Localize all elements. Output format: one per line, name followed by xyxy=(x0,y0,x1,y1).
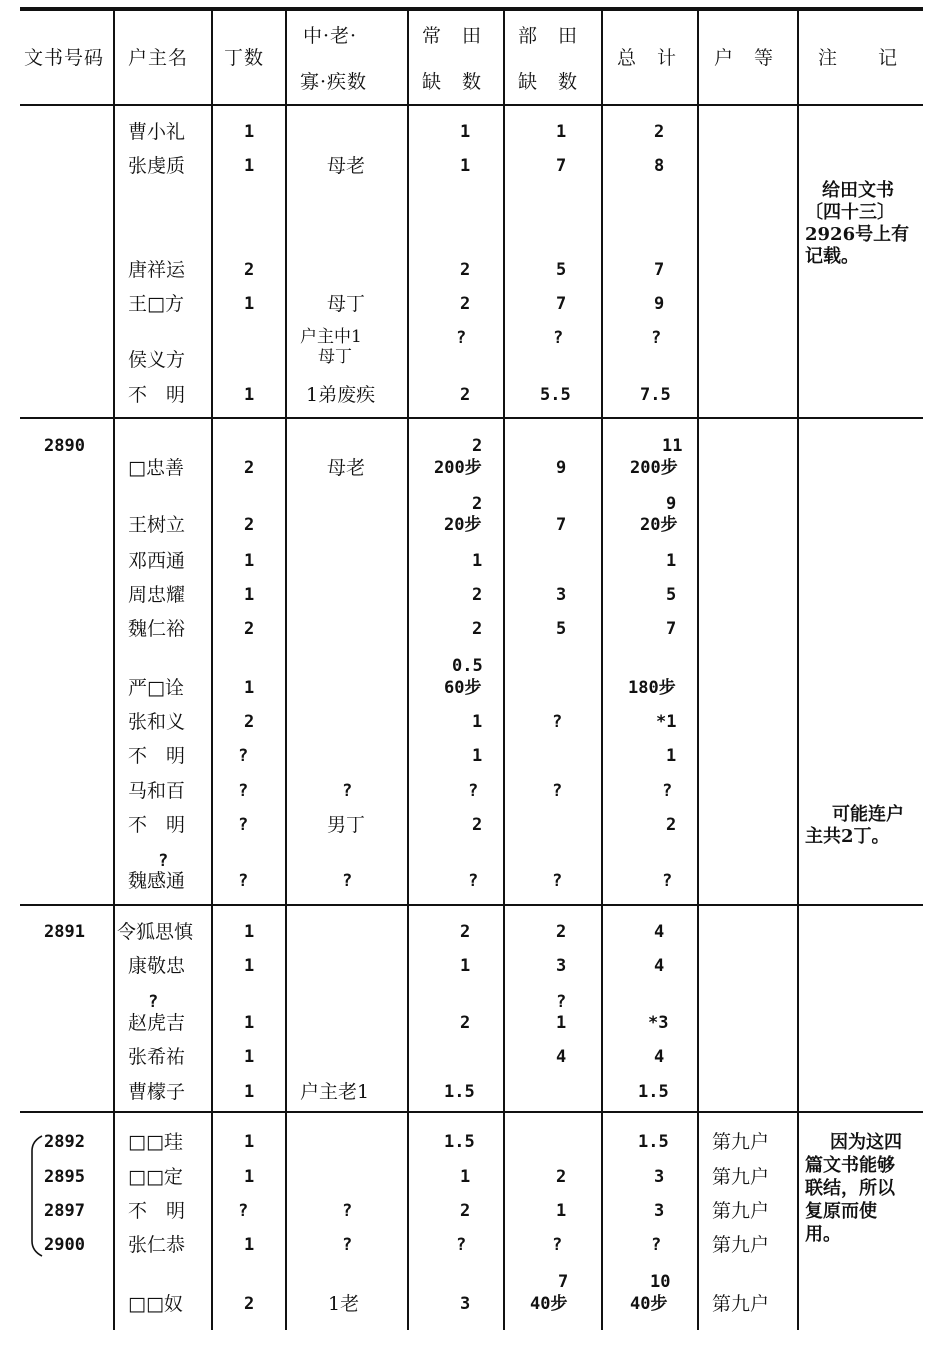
chang-value: 1.5 xyxy=(444,1082,475,1102)
ding-count: 1 xyxy=(244,922,255,942)
total-value-line2: 20步 xyxy=(640,515,678,535)
ding-count: 2 xyxy=(244,260,255,280)
column-divider xyxy=(113,10,115,1330)
ding-count: ? xyxy=(238,815,249,835)
total-value: ? xyxy=(662,871,673,891)
chang-value: 3 xyxy=(460,1294,471,1314)
head-name: 周忠耀 xyxy=(128,584,186,606)
total-value: 4 xyxy=(654,956,665,976)
total-value: 2 xyxy=(654,122,665,142)
head-name: 令狐思慎 xyxy=(117,921,194,943)
total-value: 4 xyxy=(654,922,665,942)
head-name: □□珪 xyxy=(128,1131,183,1153)
head-name: 不 明 xyxy=(128,1200,186,1222)
chang-value-line2: 200步 xyxy=(434,458,482,478)
status-value-line1: 户主中1 xyxy=(300,327,362,347)
head-name: 张希祐 xyxy=(128,1046,186,1068)
bu-value-line1: 7 xyxy=(558,1272,569,1292)
chang-value-line1: 2 xyxy=(472,494,483,514)
chang-value-line2: 60步 xyxy=(444,678,482,698)
chang-value: 1 xyxy=(460,156,471,176)
ding-count: 1 xyxy=(244,585,255,605)
column-divider xyxy=(285,10,287,1330)
bu-value: ? xyxy=(552,781,563,801)
bu-value-line2: 40步 xyxy=(530,1294,568,1314)
head-name: 王树立 xyxy=(128,514,186,536)
total-value: 2 xyxy=(666,815,677,835)
column-divider xyxy=(601,10,603,1330)
chang-value: ? xyxy=(468,871,479,891)
ding-count: 2 xyxy=(244,1294,255,1314)
grouping-bracket xyxy=(28,1135,44,1257)
header-chang-line1: 常 田 xyxy=(422,25,483,47)
chang-value: 1 xyxy=(472,551,483,571)
total-value: 1 xyxy=(666,746,677,766)
note-line: 篇文书能够 xyxy=(805,1155,895,1176)
household-grade: 第九户 xyxy=(712,1293,770,1315)
doc-number: 2897 xyxy=(44,1201,85,1221)
household-grade: 第九户 xyxy=(712,1166,770,1188)
chang-value: 2 xyxy=(460,1013,471,1033)
status-value: 1老 xyxy=(328,1293,360,1315)
head-name: □忠善 xyxy=(128,457,184,479)
head-name: □□定 xyxy=(128,1166,183,1188)
chang-value: 1 xyxy=(472,712,483,732)
head-name-query: ? xyxy=(158,851,169,871)
bu-value: 5 xyxy=(556,619,567,639)
header-note: 注 记 xyxy=(818,47,899,69)
total-value: *3 xyxy=(648,1013,669,1033)
ding-count: 1 xyxy=(244,551,255,571)
status-value: 母老 xyxy=(327,457,366,479)
status-value-line2: 母丁 xyxy=(318,347,352,367)
ding-count: 1 xyxy=(244,156,255,176)
bu-value: 2 xyxy=(556,1167,567,1187)
column-divider xyxy=(697,10,699,1330)
bu-value: 4 xyxy=(556,1047,567,1067)
header-ding: 丁数 xyxy=(224,47,265,69)
total-value: 7.5 xyxy=(640,385,671,405)
total-value: 1.5 xyxy=(638,1082,669,1102)
head-name: 侯义方 xyxy=(128,349,186,371)
total-value-line1: 10 xyxy=(650,1272,671,1292)
doc-number: 2900 xyxy=(44,1235,85,1255)
head-name: □□奴 xyxy=(128,1293,183,1315)
note-line: 因为这四 xyxy=(830,1132,902,1153)
total-value: 4 xyxy=(654,1047,665,1067)
status-value: 男丁 xyxy=(327,814,366,836)
note-line: 联结，所以 xyxy=(805,1178,895,1199)
head-name: 赵虎吉 xyxy=(128,1012,186,1034)
total-value-line1: 9 xyxy=(666,494,677,514)
chang-value: ? xyxy=(456,1235,467,1255)
bu-value: 5 xyxy=(556,260,567,280)
chang-value: 2 xyxy=(472,815,483,835)
doc-number: 2890 xyxy=(44,436,85,456)
header-status-line2: 寡·疾数 xyxy=(300,71,368,93)
chang-value: ? xyxy=(456,328,467,348)
ding-count: 2 xyxy=(244,712,255,732)
ding-count: ? xyxy=(238,871,249,891)
ding-count: 2 xyxy=(244,458,255,478)
column-divider xyxy=(797,10,799,1330)
total-value-line2: 40步 xyxy=(630,1294,668,1314)
column-divider xyxy=(407,10,409,1330)
bu-value-line1: ? xyxy=(556,992,567,1012)
head-name: 张和义 xyxy=(128,711,186,733)
bu-value: 1 xyxy=(556,122,567,142)
header-rule xyxy=(20,104,923,106)
column-divider xyxy=(503,10,505,1330)
total-value: 8 xyxy=(654,156,665,176)
ding-count: 1 xyxy=(244,1167,255,1187)
doc-number: 2895 xyxy=(44,1167,85,1187)
note-line: 给田文书 xyxy=(822,180,894,201)
head-name: 唐祥运 xyxy=(128,259,186,281)
ding-count: 2 xyxy=(244,619,255,639)
total-value: 1.5 xyxy=(638,1132,669,1152)
chang-value-line1: 2 xyxy=(472,436,483,456)
ding-count: 1 xyxy=(244,385,255,405)
total-value-line1: 11 xyxy=(662,436,683,456)
bu-value: 9 xyxy=(556,458,567,478)
household-grade: 第九户 xyxy=(712,1234,770,1256)
total-value: 1 xyxy=(666,551,677,571)
chang-value-line2: 20步 xyxy=(444,515,482,535)
bu-value: 2 xyxy=(556,922,567,942)
status-value: 1弟废疾 xyxy=(306,384,376,406)
bu-value: 3 xyxy=(556,956,567,976)
ding-count: 1 xyxy=(244,1013,255,1033)
chang-value: ? xyxy=(468,781,479,801)
status-value: ? xyxy=(342,781,353,801)
chang-value-line1: 0.5 xyxy=(452,656,483,676)
chang-value: 1 xyxy=(460,956,471,976)
head-name: 张仁恭 xyxy=(128,1234,186,1256)
head-name: 曹檬子 xyxy=(128,1081,186,1103)
ding-count: 1 xyxy=(244,1082,255,1102)
chang-value: 1 xyxy=(460,122,471,142)
bu-value: ? xyxy=(552,871,563,891)
header-bu-line2: 缺 数 xyxy=(518,71,579,93)
group-divider xyxy=(20,417,923,419)
top-rule xyxy=(20,7,923,11)
note-line: 用。 xyxy=(805,1224,841,1245)
chang-value: 1 xyxy=(460,1167,471,1187)
bu-value: ? xyxy=(552,1235,563,1255)
header-head: 户主名 xyxy=(128,47,189,69)
note-line: 记载。 xyxy=(805,246,859,267)
total-value: 5 xyxy=(666,585,677,605)
group-divider xyxy=(20,904,923,906)
chang-value: 2 xyxy=(460,294,471,314)
chang-value: 2 xyxy=(460,922,471,942)
ding-count: 1 xyxy=(244,1132,255,1152)
header-grade: 户 等 xyxy=(714,47,775,69)
total-value: 7 xyxy=(666,619,677,639)
status-value: ? xyxy=(342,871,353,891)
bu-value: 7 xyxy=(556,515,567,535)
ding-count: 1 xyxy=(244,1235,255,1255)
chang-value: 2 xyxy=(460,1201,471,1221)
bu-value: 7 xyxy=(556,156,567,176)
header-doc-no: 文书号码 xyxy=(24,47,105,69)
status-value: 母老 xyxy=(327,155,366,177)
head-name-query: ? xyxy=(148,992,159,1012)
ding-count: 1 xyxy=(244,294,255,314)
total-value: ? xyxy=(662,781,673,801)
head-name: 王□方 xyxy=(128,293,184,315)
total-value: 180步 xyxy=(628,678,676,698)
ding-count: 1 xyxy=(244,678,255,698)
total-value: 7 xyxy=(654,260,665,280)
group-divider xyxy=(20,1111,923,1113)
head-name: 曹小礼 xyxy=(128,121,186,143)
total-value: 3 xyxy=(654,1167,665,1187)
chang-value: 2 xyxy=(472,619,483,639)
ding-count: ? xyxy=(238,781,249,801)
header-status-line1: 中·老· xyxy=(303,25,358,47)
head-name: 不 明 xyxy=(128,745,186,767)
bu-value: ? xyxy=(553,328,564,348)
head-name: 张虔质 xyxy=(128,155,186,177)
ding-count: 1 xyxy=(244,1047,255,1067)
status-value: 户主老1 xyxy=(300,1081,370,1103)
doc-number: 2891 xyxy=(44,922,85,942)
total-value: 9 xyxy=(654,294,665,314)
note-line: 可能连户 xyxy=(832,804,904,825)
head-name: 不 明 xyxy=(128,384,186,406)
chang-value: 2 xyxy=(472,585,483,605)
chang-value: 1 xyxy=(472,746,483,766)
head-name: 严□诠 xyxy=(128,677,184,699)
note-line: 〔四十三〕 xyxy=(805,202,895,223)
household-grade: 第九户 xyxy=(712,1200,770,1222)
ding-count: 1 xyxy=(244,956,255,976)
note-line: 主共2丁。 xyxy=(805,826,890,847)
note-line: 2926号上有 xyxy=(805,224,910,245)
note-line: 复原而使 xyxy=(805,1201,877,1222)
total-value: ? xyxy=(651,1235,662,1255)
header-chang-line2: 缺 数 xyxy=(422,71,483,93)
ding-count: ? xyxy=(238,746,249,766)
bu-value: 7 xyxy=(556,294,567,314)
bu-value: ? xyxy=(552,712,563,732)
total-value: 3 xyxy=(654,1201,665,1221)
bu-value: 5.5 xyxy=(540,385,571,405)
head-name: 马和百 xyxy=(128,780,186,802)
head-name: 邓西通 xyxy=(128,550,186,572)
bu-value: 1 xyxy=(556,1201,567,1221)
ding-count: 1 xyxy=(244,122,255,142)
status-value: 母丁 xyxy=(327,293,366,315)
bu-value-line2: 1 xyxy=(556,1013,567,1033)
ding-count: ? xyxy=(238,1201,249,1221)
header-bu-line1: 部 田 xyxy=(518,25,579,47)
ding-count: 2 xyxy=(244,515,255,535)
bu-value: 3 xyxy=(556,585,567,605)
head-name: 不 明 xyxy=(128,814,186,836)
chang-value: 1.5 xyxy=(444,1132,475,1152)
head-name: 魏仁裕 xyxy=(128,618,186,640)
total-value: ? xyxy=(651,328,662,348)
status-value: ? xyxy=(342,1235,353,1255)
head-name: 康敬忠 xyxy=(128,955,186,977)
status-value: ? xyxy=(342,1201,353,1221)
doc-number: 2892 xyxy=(44,1132,85,1152)
total-value-line2: 200步 xyxy=(630,458,678,478)
chang-value: 2 xyxy=(460,385,471,405)
total-value: *1 xyxy=(656,712,677,732)
household-grade: 第九户 xyxy=(712,1131,770,1153)
head-name: 魏感通 xyxy=(128,870,186,892)
column-divider xyxy=(211,10,213,1330)
chang-value: 2 xyxy=(460,260,471,280)
header-total: 总 计 xyxy=(617,47,678,69)
